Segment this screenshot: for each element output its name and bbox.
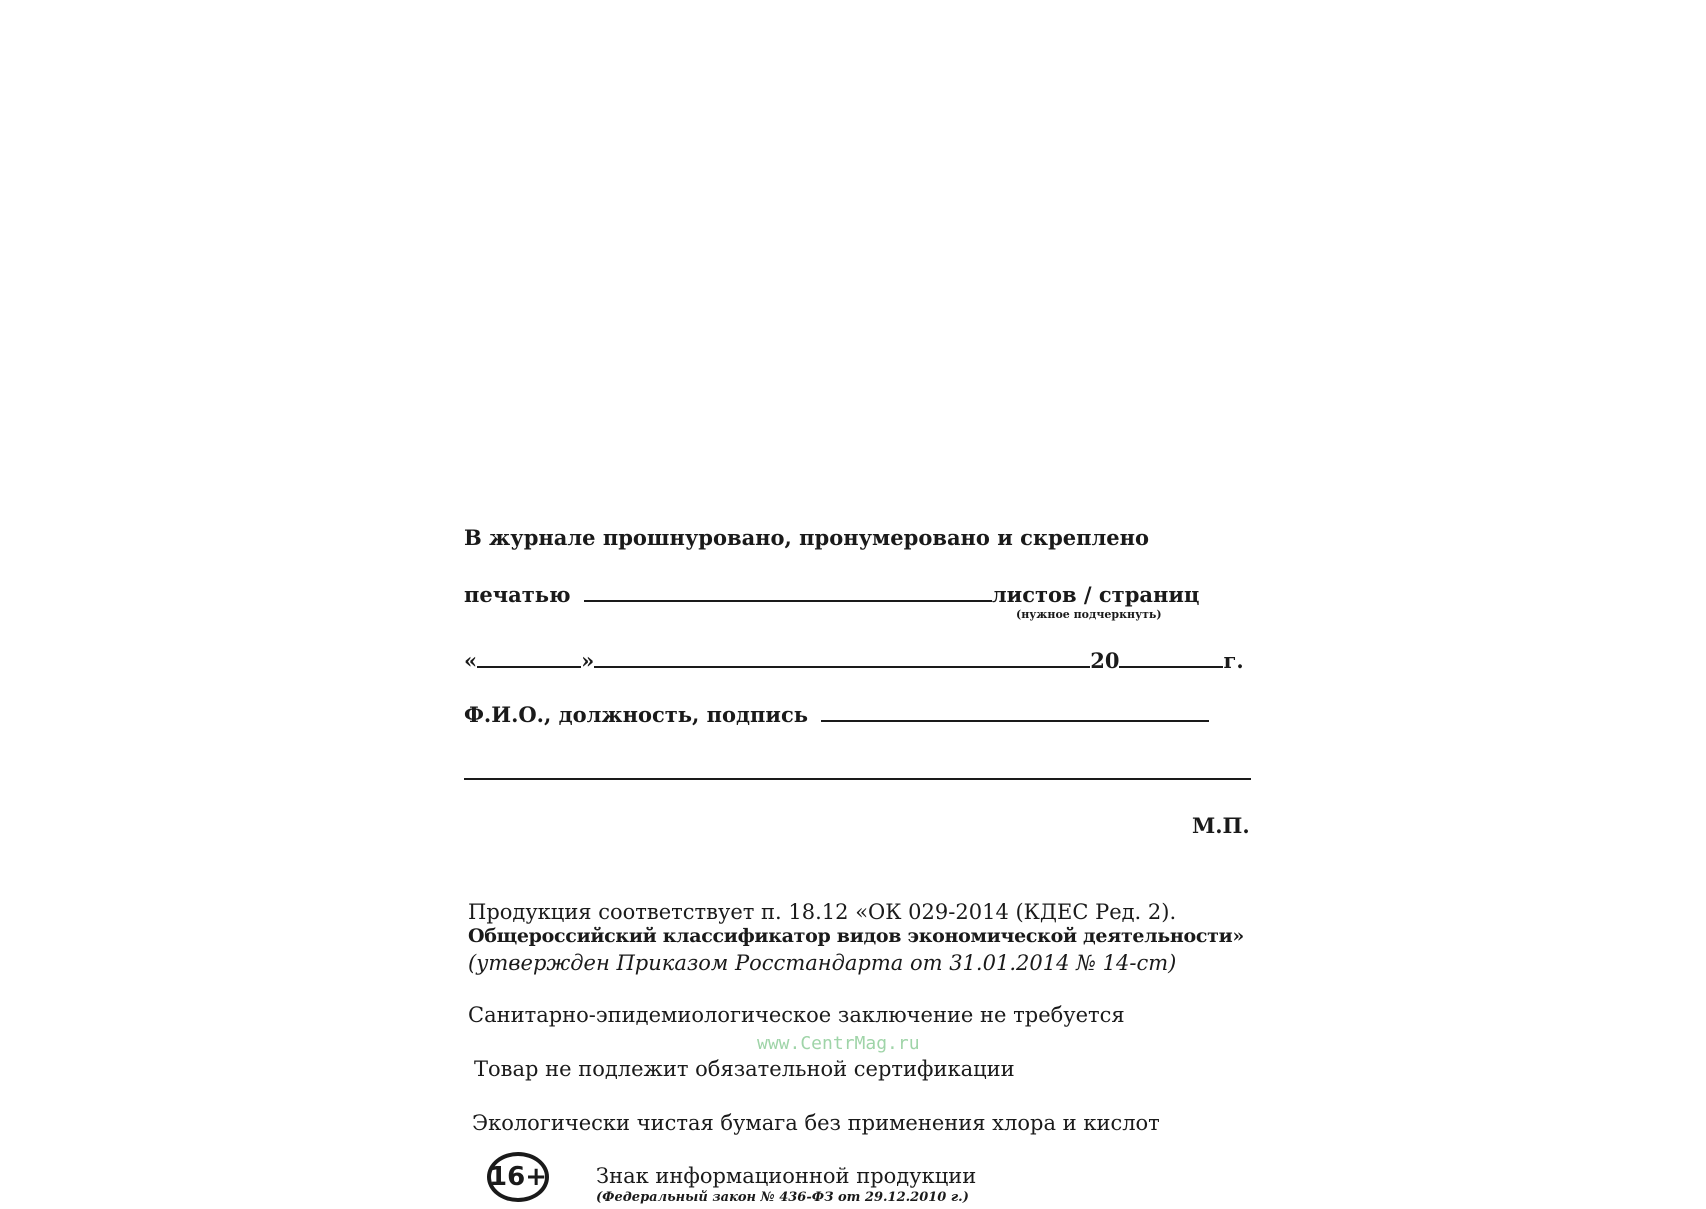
sheets-pages-label: листов / страниц (991, 582, 1200, 607)
date-row (464, 648, 1244, 671)
year-prefix: 20 (1090, 648, 1120, 673)
date-close-quote: » (581, 648, 595, 673)
year-suffix: г. (1223, 648, 1244, 673)
underline-note: (нужное подчеркнуть) (1016, 608, 1162, 621)
seal-label: печатью (464, 582, 571, 607)
month-blank (594, 648, 1090, 668)
binding-statement (464, 527, 1149, 548)
sheets-count-blank (584, 582, 992, 602)
info-sign-law: (Федеральный закон № 436-ФЗ от 29.12.2010 г.) (596, 1190, 969, 1205)
signature-blank (821, 702, 1209, 722)
signature-label: Ф.И.О., должность, подпись (464, 702, 809, 727)
signature-row (464, 702, 1209, 725)
info-sign-title: Знак информационной продукции (596, 1164, 977, 1188)
sanitary-text: Санитарно-эпидемиологическое заключение не требуется (468, 1003, 1125, 1027)
binding-statement-text: В журнале прошнуровано, пронумеровано и скреплено (464, 525, 1150, 550)
ecology-text: Экологически чистая бумага без применения хлора и кислот (472, 1111, 1160, 1135)
certification-text: Товар не подлежит обязательной сертификации (474, 1057, 1015, 1081)
watermark: www.CentrMag.ru (757, 1033, 920, 1054)
year-blank (1119, 648, 1223, 668)
approval-text: (утвержден Приказом Росстандарта от 31.01.2014 № 14-ст) (468, 951, 1177, 975)
age-rating-icon: 16+ (487, 1152, 549, 1202)
date-open-quote: « (464, 648, 478, 673)
stamp-place-label: М.П. (1192, 813, 1250, 838)
sheets-count-row (464, 582, 1199, 605)
signature-continuation-line (464, 778, 1251, 780)
conformity-text: Продукция соответствует п. 18.12 «ОК 029-2014 (КДЕС Ред. 2). (468, 900, 1177, 924)
classifier-text: Общероссийский классификатор видов экономической деятельности» (468, 925, 1244, 947)
day-blank (477, 648, 581, 668)
